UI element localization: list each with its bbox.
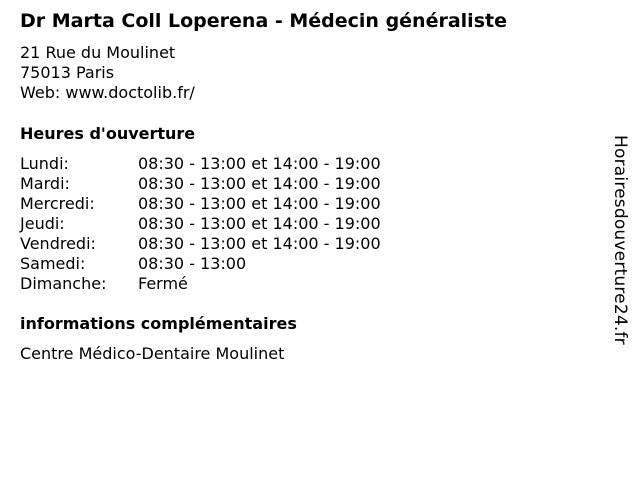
address-web xyxy=(20,83,195,103)
day-label: Mercredi: xyxy=(20,194,95,213)
time-value: 08:30 - 13:00 et 14:00 - 19:00 xyxy=(138,174,381,193)
day-label: Mardi: xyxy=(20,174,70,193)
time-value: 08:30 - 13:00 xyxy=(138,254,247,273)
hours-row-tuesday xyxy=(20,174,381,194)
address-street: 21 Rue du Moulinet xyxy=(20,43,176,62)
day-label: Lundi: xyxy=(20,154,69,173)
page-title: Dr Marta Coll Loperena - Médecin généraliste xyxy=(20,10,507,32)
time-value: Fermé xyxy=(138,274,188,293)
time-value: 08:30 - 13:00 et 14:00 - 19:00 xyxy=(138,194,381,213)
address-block xyxy=(20,43,195,103)
hours-row-sunday xyxy=(20,274,381,294)
hours-row-thursday xyxy=(20,214,381,234)
time-value: 08:30 - 13:00 et 14:00 - 19:00 xyxy=(138,154,381,173)
address-city: 75013 Paris xyxy=(20,63,115,82)
day-label: Vendredi: xyxy=(20,234,96,253)
web-link[interactable]: www.doctolib.fr/ xyxy=(65,83,195,102)
day-label: Dimanche: xyxy=(20,274,107,293)
hours-heading: Heures d'ouverture xyxy=(20,124,196,143)
hours-row-saturday xyxy=(20,254,381,274)
web-label: Web: xyxy=(20,83,61,102)
hours-table xyxy=(20,154,381,294)
info-text: Centre Médico-Dentaire Moulinet xyxy=(20,344,285,363)
day-label: Samedi: xyxy=(20,254,86,273)
hours-row-wednesday xyxy=(20,194,381,214)
time-value: 08:30 - 13:00 et 14:00 - 19:00 xyxy=(138,214,381,233)
info-heading: informations complémentaires xyxy=(20,314,297,333)
hours-row-monday xyxy=(20,154,381,174)
day-label: Jeudi: xyxy=(20,214,65,233)
time-value: 08:30 - 13:00 et 14:00 - 19:00 xyxy=(138,234,381,253)
hours-row-friday xyxy=(20,234,381,254)
site-watermark: Horairesdouverture24.fr xyxy=(610,135,630,345)
